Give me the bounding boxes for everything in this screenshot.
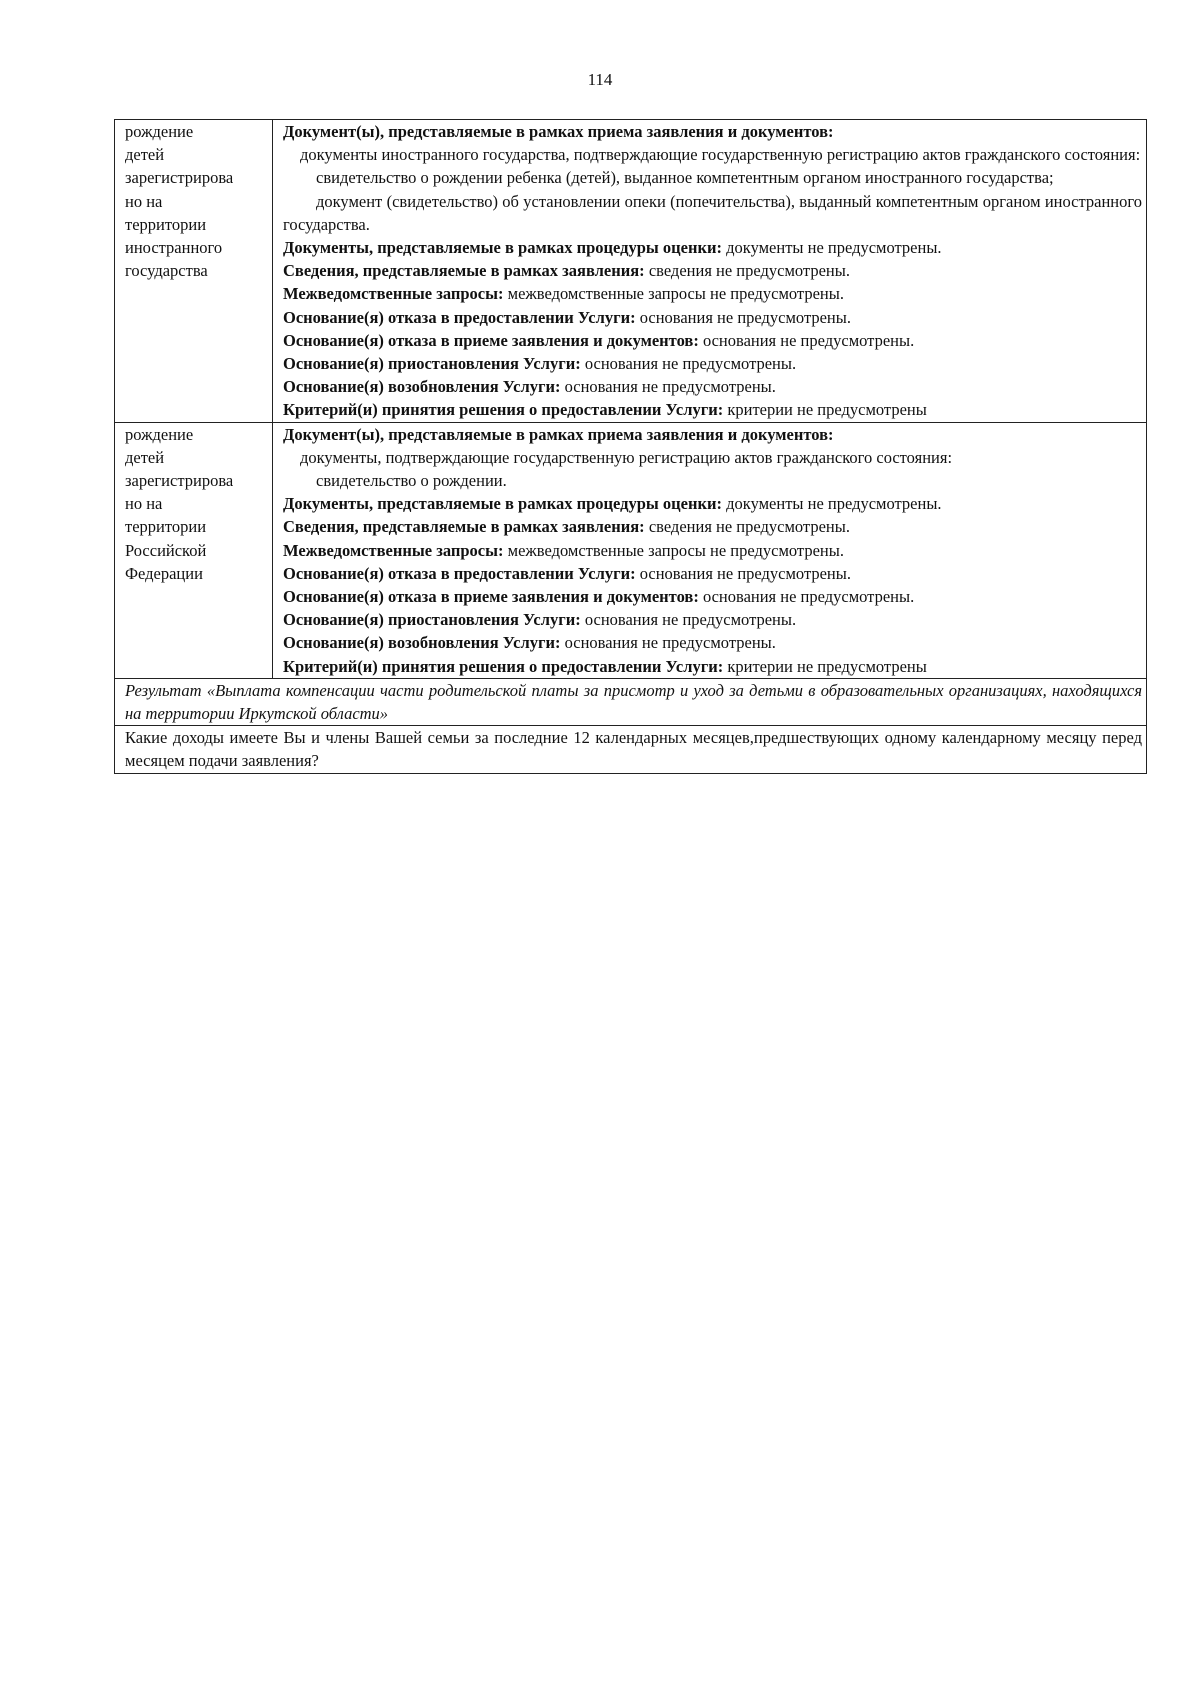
requirement-value: межведомственные запросы не предусмотрены. bbox=[507, 284, 844, 304]
requirement-item bbox=[283, 236, 1142, 259]
requirement-item bbox=[283, 282, 1142, 305]
docs-heading: Документ(ы), представляемые в рамках приема заявления и документов: bbox=[283, 122, 834, 141]
requirement-label: Основание(я) отказа в предоставлении Услуги: bbox=[283, 563, 636, 583]
criterion-cell bbox=[115, 120, 273, 423]
requirement-label: Документы, представляемые в рамках процедуры оценки: bbox=[283, 238, 723, 258]
requirement-value: основания не предусмотрены. bbox=[584, 610, 797, 630]
requirement-value: критерии не предусмотрены bbox=[727, 656, 927, 676]
requirement-label: Межведомственные запросы: bbox=[283, 540, 504, 560]
requirement-value: межведомственные запросы не предусмотрены. bbox=[507, 540, 844, 560]
question-cell bbox=[115, 726, 1147, 773]
criterion-label-line: рождение bbox=[125, 424, 194, 444]
doc-paragraph: свидетельство о рождении ребенка (детей), выданное компетентным органом иностранного государства; bbox=[316, 168, 1054, 188]
requirement-label: Основание(я) отказа в приеме заявления и документов: bbox=[283, 330, 699, 350]
criterion-label-line: государства bbox=[125, 261, 208, 281]
requirement-item bbox=[283, 515, 1142, 538]
requirement-item bbox=[283, 492, 1142, 515]
criterion-label-line: территории bbox=[125, 517, 207, 537]
requirement-label: Сведения, представляемые в рамках заявления: bbox=[283, 517, 645, 537]
criterion-label-line: территории bbox=[125, 214, 207, 234]
requirement-label: Сведения, представляемые в рамках заявления: bbox=[283, 261, 645, 281]
requirement-item bbox=[283, 585, 1142, 608]
requirement-item bbox=[283, 655, 1142, 678]
criterion-label-line: Федерации bbox=[125, 563, 203, 583]
criterion-label-line: но на bbox=[125, 191, 163, 211]
requirement-value: критерии не предусмотрены bbox=[727, 400, 927, 420]
criterion-label-line: детей bbox=[125, 145, 165, 165]
requirement-item bbox=[283, 608, 1142, 631]
requirement-item bbox=[283, 259, 1142, 282]
requirement-value: документы не предусмотрены. bbox=[726, 494, 942, 514]
criterion-cell bbox=[115, 422, 273, 678]
requirement-label: Основание(я) отказа в предоставлении Услуги: bbox=[283, 307, 636, 327]
doc-paragraph: документы иностранного государства, подтверждающие государственную регистрацию актов гражданского состояния: bbox=[300, 145, 1141, 165]
criterion-label-line: Российской bbox=[125, 540, 207, 560]
requirement-value: основания не предусмотрены. bbox=[702, 330, 915, 350]
requirement-value: сведения не предусмотрены. bbox=[648, 261, 850, 281]
criterion-label-line: детей bbox=[125, 447, 165, 467]
requirement-value: сведения не предусмотрены. bbox=[648, 517, 850, 537]
doc-paragraph: документ (свидетельство) об установлении опеки (попечительства), выданный компетентным органом иностранного государства. bbox=[283, 191, 1142, 234]
requirement-value: основания не предусмотрены. bbox=[584, 354, 797, 374]
requirement-label: Межведомственные запросы: bbox=[283, 284, 504, 304]
criterion-label-line: но на bbox=[125, 494, 163, 514]
requirement-value: основания не предусмотрены. bbox=[702, 587, 915, 607]
requirement-item bbox=[283, 398, 1142, 421]
requirement-label: Основание(я) приостановления Услуги: bbox=[283, 610, 581, 630]
requirement-value: основания не предусмотрены. bbox=[564, 377, 776, 397]
table-row bbox=[115, 120, 1147, 423]
requirements-cell bbox=[273, 422, 1147, 678]
page-number: 114 bbox=[587, 70, 613, 89]
requirement-item bbox=[283, 329, 1142, 352]
table-row bbox=[115, 726, 1147, 773]
requirement-value: основания не предусмотрены. bbox=[639, 307, 851, 327]
requirement-item bbox=[283, 306, 1142, 329]
result-cell bbox=[115, 678, 1147, 725]
table-row bbox=[115, 422, 1147, 678]
criterion-label-line: зарегистрирова bbox=[125, 471, 234, 491]
requirement-label: Критерий(и) принятия решения о предоставлении Услуги: bbox=[283, 400, 724, 420]
requirement-item bbox=[283, 631, 1142, 654]
requirement-item bbox=[283, 352, 1142, 375]
requirement-item bbox=[283, 539, 1142, 562]
requirement-item bbox=[283, 562, 1142, 585]
requirement-label: Основание(я) возобновления Услуги: bbox=[283, 377, 561, 397]
criterion-label-line: рождение bbox=[125, 122, 194, 141]
requirement-label: Основание(я) отказа в приеме заявления и документов: bbox=[283, 587, 699, 607]
requirement-item bbox=[283, 375, 1142, 398]
result-text: Результат «Выплата компенсации части родительской платы за присмотр и уход за детьми в образовательных организациях, находящихся на территории Иркутской области» bbox=[125, 680, 1142, 724]
criterion-label-line: зарегистрирова bbox=[125, 168, 234, 188]
doc-paragraph: документы, подтверждающие государственную регистрацию актов гражданского состояния: bbox=[300, 447, 953, 467]
requirement-label: Критерий(и) принятия решения о предоставлении Услуги: bbox=[283, 656, 724, 676]
requirement-value: документы не предусмотрены. bbox=[726, 238, 942, 258]
requirement-value: основания не предусмотрены. bbox=[639, 563, 851, 583]
requirement-value: основания не предусмотрены. bbox=[564, 633, 776, 653]
requirement-label: Документы, представляемые в рамках процедуры оценки: bbox=[283, 494, 723, 514]
criterion-label-line: иностранного bbox=[125, 238, 223, 258]
table-row bbox=[115, 678, 1147, 725]
requirements-cell bbox=[273, 120, 1147, 423]
docs-heading: Документ(ы), представляемые в рамках приема заявления и документов: bbox=[283, 424, 834, 444]
question-text: Какие доходы имеете Вы и члены Вашей семьи за последние 12 календарных месяцев,предшествующих одному календарному месяцу перед месяцем подачи заявления? bbox=[125, 728, 1142, 771]
requirement-label: Основание(я) приостановления Услуги: bbox=[283, 354, 581, 374]
requirement-label: Основание(я) возобновления Услуги: bbox=[283, 633, 561, 653]
service-criteria-table bbox=[114, 119, 1147, 774]
doc-paragraph: свидетельство о рождении. bbox=[316, 471, 507, 491]
